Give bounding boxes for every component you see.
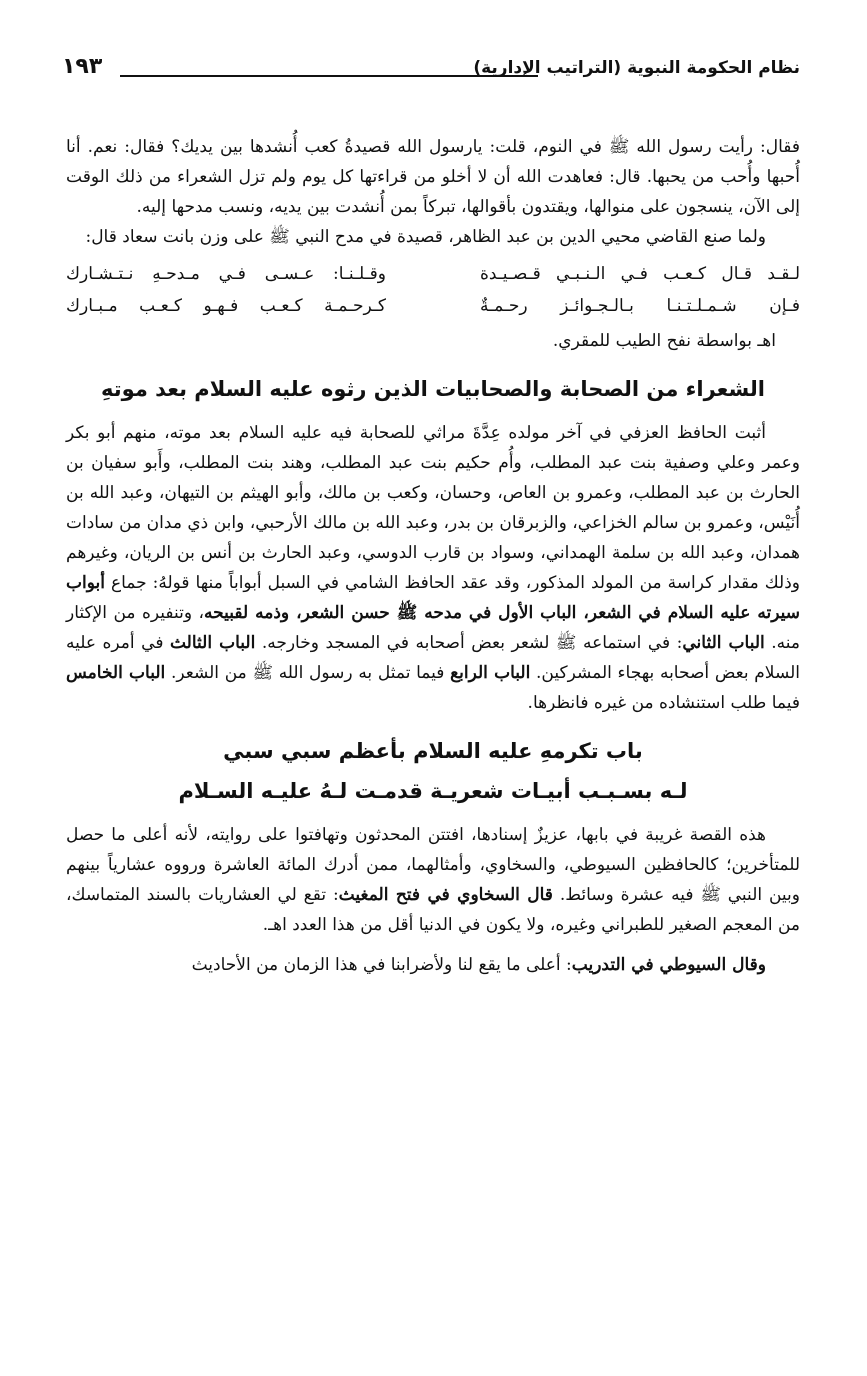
section-heading-elegies: الشعراء من الصحابة والصحابيات الذين رثوه عليه السلام بعد موتهِ: [101, 377, 765, 401]
running-header: [62, 52, 800, 92]
text-run: أثبت الحافظ العزفي في آخر مولده عِدَّةَ مراثي للصحابة فيه عليه السلام بعد موته، منهم أبو بكر وعمر وعلي وصفية بنت عبد المطلب، وأُم حكيم بنت عبد المطلب، وهند بنت المطلب، وأَبو سفيان بن الحارث بن عبد المطلب، وعمرو بن العاص، وحسان، وكعب بن مالك، وأبو الهيثم بن التيهان، وعبد الله بن أُنَيْس، وعمرو بن سالم الخزاعي، والزبرقان بن بدر، وعبد الله بن مالك الأرحبي، وابن ذي مدان من سادات همدان، وعبد الله بن سلمة الهمداني، وسواد بن قارب الدوسي، وعبد الحارث بن أنس بن الريان، وغيرهم وذلك مقدار كراسة من المولد المذكور، وقد عقد الحافظ الشامي في السبل أبواباً منها قولهُ: جماع: [66, 423, 801, 593]
bold-run: وقال السيوطي في التدريب: [571, 955, 766, 975]
body-text: [66, 132, 800, 980]
section-subheading-verses: لـه بسـبـب أبيـات شعريـة قدمـت لـهُ عليـه السـلام: [178, 779, 688, 803]
bold-run: الباب الرابع: [450, 663, 531, 683]
text-run: فيما طلب استنشاده من غيره فانظرها.: [527, 693, 800, 713]
paragraph-gap: [66, 940, 800, 950]
verse-line: [66, 290, 800, 322]
header-rule: [120, 75, 538, 77]
text-run: في أمره عليه السلام بعض أصحابه بهجاء المشركين.: [66, 633, 801, 683]
text-run: ، وتنفيره من الإكثار منه.: [66, 603, 801, 653]
paragraph-suyuti: [66, 950, 800, 980]
bold-run: الباب الخامس: [66, 663, 166, 683]
verse-second-hemistich: كـرحـمـة كـعـب فـهـو كـعـب مـبـارك: [66, 296, 386, 316]
paragraph-story: [66, 820, 800, 940]
verse-second-hemistich: وقـلـنـا: عـسـى فـي مـدحـهِ نـتـشـارك: [66, 264, 386, 284]
section-heading-honor: باب تكرمهِ عليه السلام بأعظم سبي سبي: [223, 739, 643, 763]
text-run: هذه القصة غريبة في بابها، عزيزٌ إسنادها، افتتن المحدثون وتهافتوا على روايته، لأنه أعلى ما حصل للمتأخرين؛ كالحافظين السيوطي، والسخاوي، وأمثالهما، ممن أدرك المائة العاشرة ورووه عشارياً بينهم وبين النبي ﷺ فيه عشرة وسائط.: [66, 825, 800, 905]
bold-run: الباب الثالث: [169, 633, 256, 653]
text-run: فيما تمثل به رسول الله ﷺ من الشعر.: [170, 663, 445, 683]
bold-run: أبواب سيرته عليه السلام في الشعر، الباب الأول في مدحه ﷺ حسن الشعر، وذمه لقبيحه: [66, 573, 800, 623]
paragraph-dream-story: فقال: رأيت رسول الله ﷺ في النوم، قلت: يارسول الله قصيدةُ كعب أُنشدها بين يديك؟ فقال: نعم. أنا أُحبها وأُحب من يحبها. قال: فعاهدت الله أن لا أخلو من قراءتها كل يوم ولم تزل الشعراء من ذلك الوقت إلى الآن، ينسجون على منوالها، ويقتدون بأقوالها، تبركاً بمن أُنشدت بين يديه، ونسب مدحها إليه.: [66, 137, 800, 217]
text-run: : تقع لي العشاريات بالسند المتماسك، من المعجم الصغير للطبراني وغيره، ولا يكون في الدنيا أقل من هذا العدد اهـ.: [66, 885, 800, 935]
text-run: : في استماعه ﷺ لشعر بعض أصحابه في المسجد وخارجه.: [261, 633, 683, 653]
bold-run: الباب الثاني: [682, 633, 765, 653]
bold-run: قال السخاوي في فتح المغيث: [338, 885, 553, 905]
verse-first-hemistich: فـإن شـمـلـتـنـا بـالـجـوائـز رحـمـةٌ: [480, 296, 800, 316]
running-title: نظام الحكومة النبوية (التراتيب الإدارية): [473, 58, 800, 78]
verse-line: [66, 258, 800, 290]
paragraph-ibn-abd-alzahir: ولما صنع القاضي محيي الدين بن عبد الظاهر، قصيدة في مدح النبي ﷺ على وزن بانت سعاد قال:: [85, 227, 766, 247]
poem-verses: [66, 258, 800, 322]
paragraph-elegies: [66, 418, 800, 718]
page-number: ١٩٣: [62, 54, 103, 79]
text-run: : أعلى ما يقع لنا ولأضرابنا في هذا الزمان من الأحاديث: [191, 955, 572, 975]
source-note: اهـ بواسطة نفح الطيب للمقري.: [552, 331, 776, 351]
verse-first-hemistich: لـقـد قـال كـعـب فـي الـنـبـي قـصـيـدة: [480, 264, 800, 284]
